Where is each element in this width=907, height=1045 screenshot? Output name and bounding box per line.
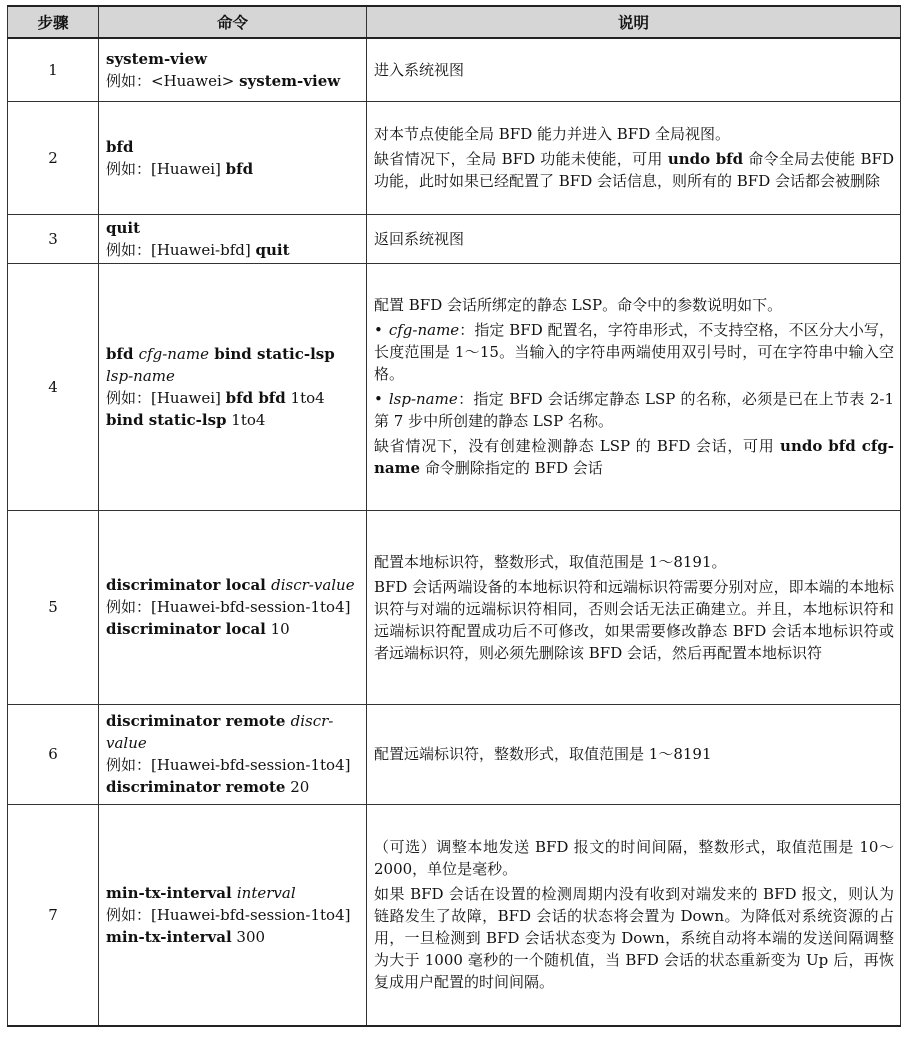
example-prefix: 例如：[Huawei-bfd-session-1to4]	[106, 905, 351, 924]
description-cell	[367, 704, 901, 804]
command-cell	[99, 704, 367, 804]
table-row	[8, 101, 901, 214]
example-command: quit	[255, 240, 290, 259]
header-row	[8, 6, 901, 38]
description-cell	[367, 804, 901, 1026]
example-prefix: 例如：[Huawei]	[106, 388, 226, 407]
description-text: BFD 会话两端设备的本地标识符和远端标识符需要分别对应，即本端的本地标识符与对端的远端标识符相同，否则会话无法正确建立。并且，本地标识符和远端标识符配置成功后不可修改，如果需要修改静态 BFD 会话本地标识符或者远端标识符，则必须先删除该 BFD 会话，然后再配置本地标识符	[374, 577, 894, 662]
command-cell	[99, 38, 367, 101]
command-keyword: bfd	[106, 344, 139, 363]
table-row	[8, 804, 901, 1026]
table-row	[8, 704, 901, 804]
description-default: 缺省情况下，全局 BFD 功能未使能，可用 undo bfd 命令全局去使能 BFD 功能，此时如果已经配置了 BFD 会话信息，则所有的 BFD 会话都会被删除	[374, 150, 894, 190]
step-number: 3	[8, 214, 99, 263]
command-param: discr-value	[271, 576, 355, 594]
example-value: 20	[285, 778, 310, 796]
description-cell	[367, 38, 901, 101]
command-cell	[99, 101, 367, 214]
description-text: （可选）调整本地发送 BFD 报文的时间间隔，整数形式，取值范围是 10～2000，单位是毫秒。	[374, 838, 894, 879]
command-param: interval	[236, 883, 296, 902]
example-command: discriminator remote	[106, 778, 286, 796]
description-text: 配置本地标识符，整数形式，取值范围是 1～8191。	[374, 552, 727, 571]
example-value: 10	[265, 620, 290, 638]
example-command: system-view	[239, 71, 341, 90]
description-text: 进入系统视图	[374, 60, 465, 79]
command-syntax: bfd	[106, 137, 134, 156]
example-value: 1to4	[226, 410, 266, 429]
description-cell	[367, 101, 901, 214]
example-command: bind static-lsp	[106, 410, 227, 429]
step-number: 2	[8, 101, 99, 214]
command-cell	[99, 510, 367, 704]
step-number: 1	[8, 38, 99, 101]
example-command: bfd bfd	[225, 388, 286, 407]
description-text: 对本节点使能全局 BFD 能力并进入 BFD 全局视图。	[374, 125, 730, 143]
command-param: cfg-name	[138, 344, 209, 363]
table-row	[8, 38, 901, 101]
command-keyword: min-tx-interval	[106, 883, 237, 902]
description-text: 返回系统视图	[374, 229, 465, 248]
command-keyword: discriminator remote	[106, 712, 291, 730]
description-cell	[367, 510, 901, 704]
command-keyword: discriminator local	[106, 576, 272, 594]
command-param: lsp-name	[106, 366, 175, 385]
step-number: 4	[8, 263, 99, 510]
command-cell	[99, 214, 367, 263]
description-default: 缺省情况下，没有创建检测静态 LSP 的 BFD 会话，可用 undo bfd cfg-name 命令删除指定的 BFD 会话	[374, 437, 894, 477]
example-prefix: 例如：<Huawei>	[106, 71, 240, 90]
step-number: 7	[8, 804, 99, 1026]
param-bullet-cfg-name: • cfg-name：指定 BFD 配置名，字符串形式，不支持空格，不区分大小写，长度范围是 1～15。当输入的字符串两端使用双引号时，可在字符串中输入空格。	[374, 319, 894, 385]
command-cell	[99, 263, 367, 510]
description-text: 如果 BFD 会话在设置的检测周期内没有收到对端发来的 BFD 报文，则认为链路发生了故障，BFD 会话的状态将会置为 Down。为降低对系统资源的占用，一旦检测到 BFD 会话状态变为 Down，系统自动将本端的发送间隔调整为大于 1000 毫秒的一个随机值，当 BFD 会话的状态重新变为 Up 后，再恢复成用户配置的时间间隔。	[374, 885, 894, 992]
example-prefix: 例如：[Huawei]	[106, 159, 226, 178]
description-cell	[367, 214, 901, 263]
header-step: 步骤	[8, 6, 99, 38]
table-row	[8, 214, 901, 263]
command-syntax: system-view	[106, 49, 208, 68]
example-prefix: 例如：[Huawei-bfd-session-1to4]	[106, 598, 351, 616]
command-keyword: bind static-lsp	[208, 344, 335, 363]
example-value: 1to4	[285, 388, 325, 407]
command-param: discr-value	[106, 712, 334, 752]
param-bullet-lsp-name: • lsp-name：指定 BFD 会话绑定静态 LSP 的名称，必须是已在上节表 2-1 第 7 步中所创建的静态 LSP 名称。	[374, 388, 894, 432]
step-number: 5	[8, 510, 99, 704]
example-prefix: 例如：[Huawei-bfd-session-1to4]	[106, 756, 351, 774]
description-text: 配置远端标识符，整数形式，取值范围是 1～8191	[374, 745, 712, 763]
description-text: 配置 BFD 会话所绑定的静态 LSP。命令中的参数说明如下。	[374, 296, 783, 314]
example-command: discriminator local	[106, 620, 266, 638]
header-description: 说明	[367, 6, 901, 38]
undo-command: undo bfd	[667, 150, 744, 168]
table-row	[8, 510, 901, 704]
undo-command: undo bfd cfg-name	[374, 437, 894, 477]
table-row	[8, 263, 901, 510]
example-command: bfd	[225, 159, 254, 178]
command-syntax: quit	[106, 218, 141, 237]
header-command: 命令	[99, 6, 367, 38]
example-value: 300	[231, 927, 266, 946]
example-command: min-tx-interval	[106, 927, 232, 946]
step-number: 6	[8, 704, 99, 804]
command-cell	[99, 804, 367, 1026]
bfd-config-table	[7, 5, 901, 1027]
description-cell	[367, 263, 901, 510]
example-prefix: 例如：[Huawei-bfd]	[106, 240, 256, 259]
